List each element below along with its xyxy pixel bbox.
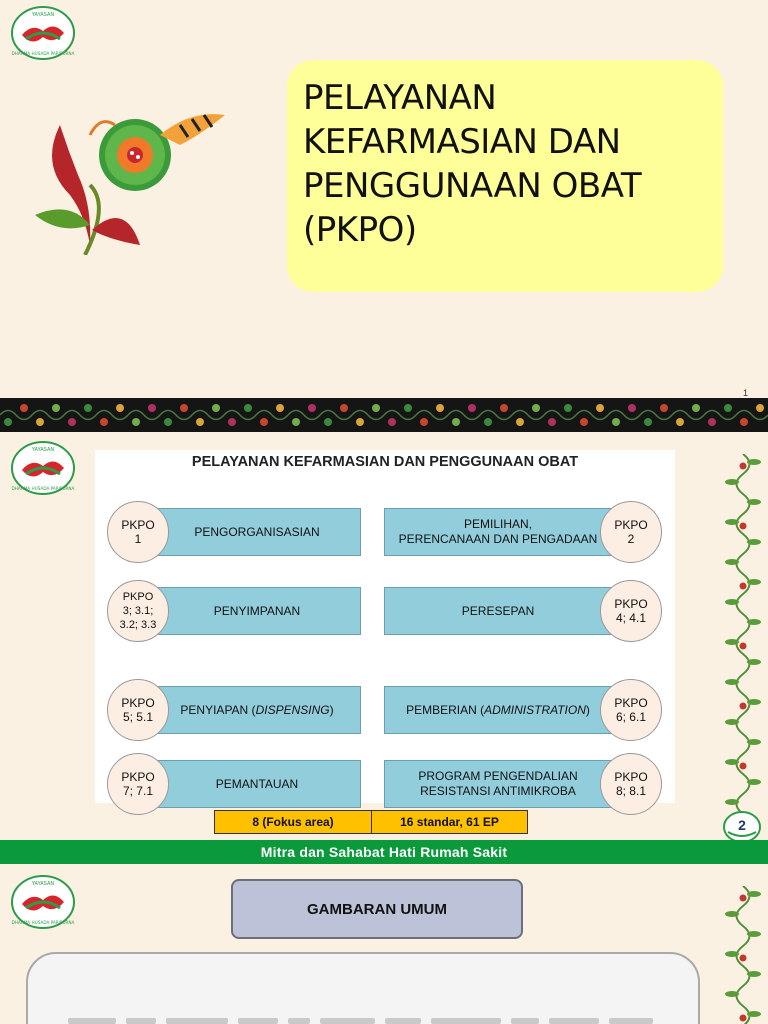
title-box bbox=[287, 60, 723, 292]
bar-label: PENGORGANISASIAN bbox=[194, 524, 320, 539]
footer-tagline: Mitra dan Sahabat Hati Rumah Sakit bbox=[0, 840, 768, 864]
pkpo-circle-right-4: PKPO 8; 8.1 bbox=[600, 753, 662, 815]
gambaran-umum-button[interactable]: GAMBARAN UMUM bbox=[231, 879, 523, 939]
pkpo-circle-right-2: PKPO 4; 4.1 bbox=[600, 580, 662, 642]
logo-top-text: YAYASAN bbox=[31, 12, 55, 18]
slide-3 bbox=[0, 866, 768, 1024]
batik-divider bbox=[0, 398, 768, 432]
bar-right-4: PROGRAM PENGENDALIAN RESISTANSI ANTIMIKROBA bbox=[384, 760, 612, 808]
pkpo-circle-left-1: PKPO 1 bbox=[107, 501, 169, 563]
standard-count-badge: 16 standar, 61 EP bbox=[371, 810, 528, 834]
bar-left-1 bbox=[153, 508, 361, 556]
logo-icon bbox=[10, 874, 76, 930]
logo-top-text: YAYASAN bbox=[31, 447, 55, 453]
content-box bbox=[26, 952, 700, 1024]
flower-ornament-icon bbox=[30, 105, 230, 255]
page-number-badge bbox=[722, 810, 762, 844]
cropped-text-line bbox=[68, 1014, 668, 1024]
panel-title: PELAYANAN KEFARMASIAN DAN PENGGUNAAN OBAT bbox=[191, 454, 579, 470]
vine-ornament-icon bbox=[718, 454, 768, 814]
bar-label: PERESEPAN bbox=[461, 603, 535, 618]
bar-left-3 bbox=[153, 686, 361, 734]
logo-bottom-text: DHARMA HUSADA PARIPURNA bbox=[11, 486, 75, 491]
pkpo-circle-left-2: PKPO 3; 3.1; 3.2; 3.3 bbox=[107, 580, 169, 642]
logo-icon bbox=[10, 5, 76, 61]
slide-1 bbox=[0, 0, 768, 398]
logo-bottom-text: DHARMA HUSADA PARIPURNA bbox=[11, 920, 75, 925]
page-number: 2 bbox=[738, 817, 746, 833]
slide-title: PELAYANAN KEFARMASIAN DAN PENGGUNAAN OBAT (PKPO) bbox=[303, 78, 642, 250]
bar-left-2 bbox=[153, 587, 361, 635]
bar-label: PENYIAPAN (DISPENSING) bbox=[180, 702, 334, 717]
bar-right-2 bbox=[384, 587, 612, 635]
pkpo-circle-right-1: PKPO 2 bbox=[600, 501, 662, 563]
page-number: 1 bbox=[742, 388, 748, 398]
bar-left-4 bbox=[153, 760, 361, 808]
pkpo-circle-left-4: PKPO 7; 7.1 bbox=[107, 753, 169, 815]
pkpo-circle-left-3: PKPO 5; 5.1 bbox=[107, 679, 169, 741]
pkpo-circle-right-3: PKPO 6; 6.1 bbox=[600, 679, 662, 741]
pkpo-overview-panel bbox=[95, 450, 675, 803]
bar-right-3 bbox=[384, 686, 612, 734]
bar-label: PEMBERIAN (ADMINISTRATION) bbox=[406, 702, 590, 717]
bar-right-1: PEMILIHAN, PERENCANAAN DAN PENGADAAN bbox=[384, 508, 612, 556]
logo-icon bbox=[10, 440, 76, 496]
logo-bottom-text: DHARMA HUSADA PARIPURNA bbox=[11, 51, 75, 56]
vine-ornament-icon bbox=[718, 886, 768, 1024]
logo-top-text: YAYASAN bbox=[31, 881, 55, 887]
slide-2 bbox=[0, 432, 768, 864]
bar-label: PENYIMPANAN bbox=[213, 603, 301, 618]
bar-label: PEMANTAUAN bbox=[215, 776, 299, 791]
focus-area-badge: 8 (Fokus area) bbox=[214, 810, 372, 834]
